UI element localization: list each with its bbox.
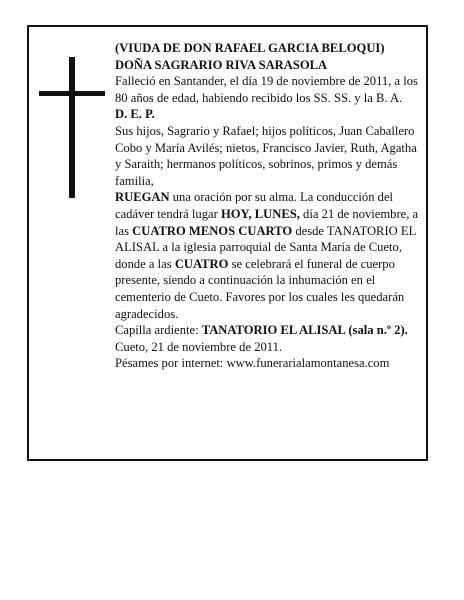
funeral-text-part-2: día 21 de noviembre, a las — [115, 206, 419, 238]
deceased-name: DOÑA SAGRARIO RIVA SARASOLA — [115, 57, 328, 72]
funeral-text-part-1: una oración por su alma. La conducción del cadáver tendrá lugar — [115, 190, 394, 221]
chapel-line — [115, 322, 421, 339]
cross-icon — [39, 57, 105, 198]
chapel-value: TANATORIO EL ALISAL (sala n.º 2). — [201, 323, 408, 338]
funeral-details — [115, 189, 421, 322]
dep-line: D. E. P. — [115, 107, 155, 122]
widow-of-line: (VIUDA DE DON RAFAEL GARCIA BELOQUI) — [115, 41, 385, 55]
death-announcement: Falleció en Santander, el día 19 de noviembre de 2011, a los 80 años de edad, habiendo recibido los SS. SS. y la B. A. — [115, 74, 418, 105]
condolences-line: Pésames por internet: www.funerarialamontanesa.com — [115, 356, 390, 371]
funeral-text-part-4: se celebrará el funeral de cuerpo presente, siendo a continuación la inhumación en el cementerio de Cueto. Favores por los cuales les quedarán agradecidos. — [115, 256, 405, 321]
hoy-lunes: HOY, LUNES, — [220, 206, 300, 221]
family-list: Sus hijos, Sagrario y Rafael; hijos políticos, Juan Caballero Cobo y María Avilés; nietos, Francisco Javier, Ruth, Agatha y Saraith; hermanos políticos, sobrinos, primos y demás familia, — [115, 123, 417, 188]
ruegan-label: RUEGAN — [115, 190, 170, 205]
date-line: Cueto, 21 de noviembre de 2011. — [115, 339, 283, 354]
chapel-label: Capilla ardiente: — [115, 323, 202, 338]
cross-vertical-bar — [69, 57, 75, 198]
cross-horizontal-bar — [39, 91, 105, 96]
departure-time: CUATRO MENOS CUARTO — [132, 223, 293, 238]
obituary-text — [115, 40, 421, 372]
funeral-time: CUATRO — [174, 256, 229, 271]
funeral-text-part-3: desde TANATORIO EL ALISAL a la iglesia parroquial de Santa María de Cueto, donde a las — [115, 223, 416, 271]
obituary-notice — [27, 25, 428, 461]
